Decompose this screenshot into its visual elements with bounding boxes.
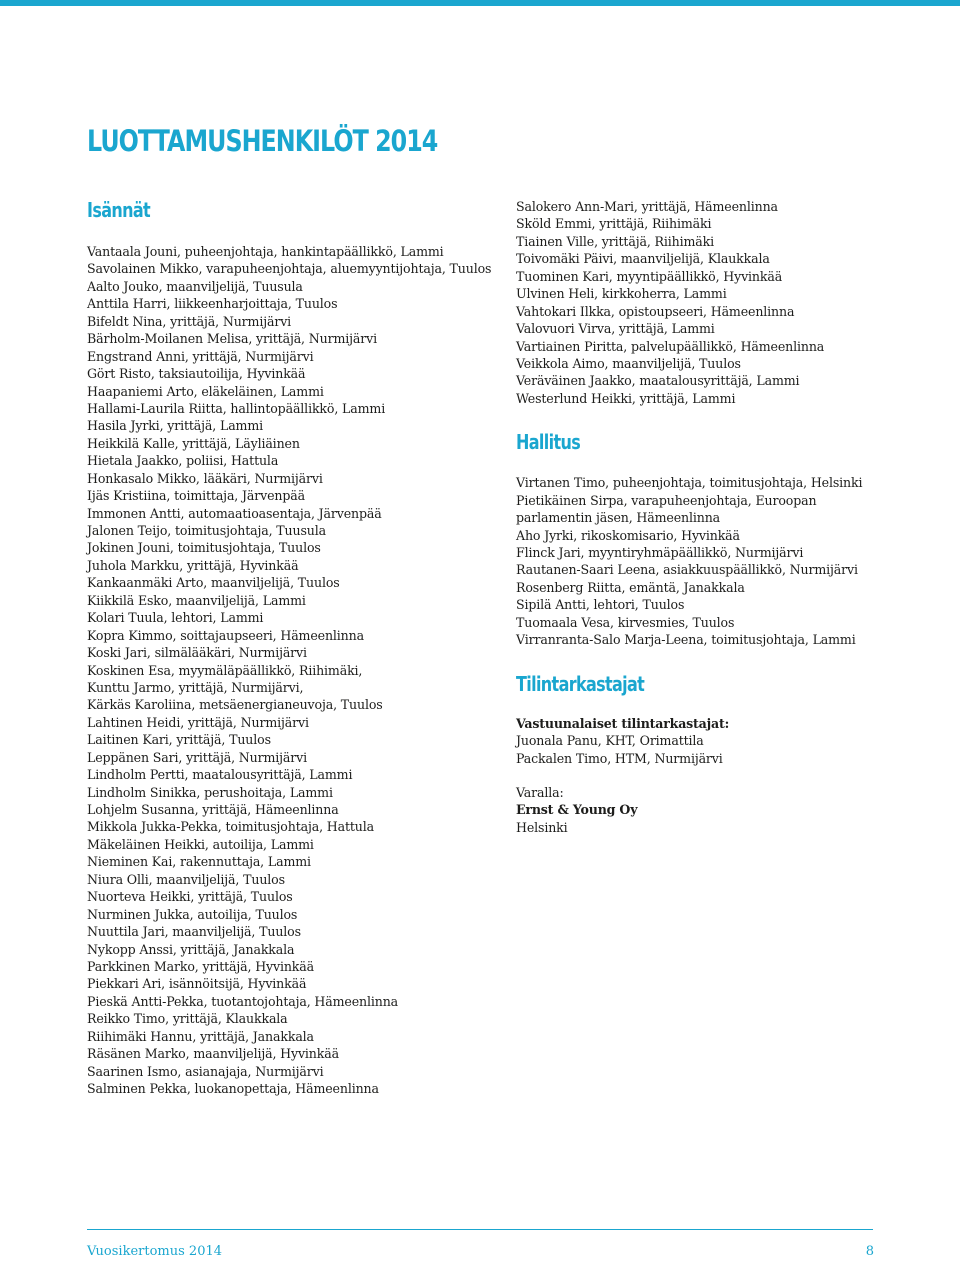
deputy-auditor-city: Helsinki — [516, 819, 568, 835]
tilintarkastajat-heading: Tilintarkastajat — [516, 671, 645, 696]
list-item: Lindholm Pertti, maatalousyrittäjä, Lammi — [87, 767, 353, 783]
deputy-auditor-name: Ernst & Young Oy — [516, 802, 638, 818]
isannat-list — [87, 243, 492, 1097]
list-item: Parkkinen Marko, yrittäjä, Hyvinkää — [87, 958, 315, 974]
list-item: Nykopp Anssi, yrittäjä, Janakkala — [87, 941, 295, 957]
list-item: Aho Jyrki, rikoskomisario, Hyvinkää — [516, 527, 740, 543]
footer-divider — [87, 1229, 873, 1230]
list-item: Valovuori Virva, yrittäjä, Lammi — [516, 321, 715, 337]
list-item: Vantaala Jouni, puheenjohtaja, hankintapäällikkö, Lammi — [87, 244, 444, 259]
list-item: Jokinen Jouni, toimitusjohtaja, Tuulos — [87, 540, 321, 556]
list-item: Westerlund Heikki, yrittäjä, Lammi — [516, 390, 736, 406]
list-item: Jalonen Teijo, toimitusjohtaja, Tuusula — [87, 523, 326, 538]
list-item: Lahtinen Heidi, yrittäjä, Nurmijärvi — [87, 714, 309, 730]
list-item: Flinck Jari, myyntiryhmäpäällikkö, Nurmijärvi — [516, 545, 804, 560]
list-item: Bärholm-Moilanen Melisa, yrittäjä, Nurmijärvi — [87, 331, 377, 347]
list-item: Ijäs Kristiina, toimittaja, Järvenpää — [87, 488, 305, 504]
list-item: Savolainen Mikko, varapuheenjohtaja, aluemyyntijohtaja, Tuulos — [87, 261, 492, 277]
list-item: Leppänen Sari, yrittäjä, Nurmijärvi — [87, 749, 307, 765]
hallitus-list — [516, 474, 916, 648]
list-item: Hietala Jaakko, poliisi, Hattula — [87, 453, 279, 469]
left-column — [87, 198, 492, 1097]
list-item: Saarinen Ismo, asianajaja, Nurmijärvi — [87, 1063, 324, 1079]
isannat-list-continued — [516, 198, 916, 407]
list-item: Virranranta-Salo Marja-Leena, toimitusjohtaja, Lammi — [516, 632, 856, 648]
list-item: Packalen Timo, HTM, Nurmijärvi — [516, 750, 723, 766]
right-column — [516, 198, 916, 836]
top-accent-bar — [0, 0, 960, 6]
list-item: Sköld Emmi, yrittäjä, Riihimäki — [516, 216, 712, 232]
list-item: Piekkari Ari, isännöitsijä, Hyvinkää — [87, 976, 307, 992]
list-item: Nuorteva Heikki, yrittäjä, Tuulos — [87, 889, 293, 905]
list-item: Kankaanmäki Arto, maanviljelijä, Tuulos — [87, 575, 340, 591]
responsible-auditors-label: Vastuunalaiset tilintarkastajat: — [516, 715, 730, 731]
list-item: Aalto Jouko, maanviljelijä, Tuusula — [87, 278, 303, 294]
page-number: 8 — [865, 1244, 874, 1259]
list-item: Nuuttila Jari, maanviljelijä, Tuulos — [87, 924, 301, 940]
deputy-label: Varalla: — [516, 784, 564, 800]
list-item: Salminen Pekka, luokanopettaja, Hämeenlinna — [87, 1081, 379, 1096]
list-item: Mikkola Jukka-Pekka, toimitusjohtaja, Hattula — [87, 819, 375, 835]
list-item: Ulvinen Heli, kirkkoherra, Lammi — [516, 286, 727, 302]
list-item: Kolari Tuula, lehtori, Lammi — [87, 610, 264, 626]
list-item: Niura Olli, maanviljelijä, Tuulos — [87, 871, 285, 887]
list-item: Tuominen Kari, myyntipäällikkö, Hyvinkää — [516, 268, 783, 284]
list-item: Veikkola Aimo, maanviljelijä, Tuulos — [516, 355, 741, 371]
list-item: Haapaniemi Arto, eläkeläinen, Lammi — [87, 383, 324, 399]
list-item: Kunttu Jarmo, yrittäjä, Nurmijärvi, — [87, 679, 304, 695]
list-item: Räsänen Marko, maanviljelijä, Hyvinkää — [87, 1046, 339, 1062]
list-item: Heikkilä Kalle, yrittäjä, Läyliäinen — [87, 435, 300, 451]
list-item: Nurminen Jukka, autoilija, Tuulos — [87, 906, 298, 922]
list-item: Honkasalo Mikko, lääkäri, Nurmijärvi — [87, 470, 323, 486]
list-item: Virtanen Timo, puheenjohtaja, toimitusjohtaja, Helsinki — [516, 475, 863, 491]
hallitus-heading: Hallitus — [516, 430, 581, 455]
list-item: Juonala Panu, KHT, Orimattila — [516, 733, 704, 749]
list-item: Immonen Antti, automaatioasentaja, Järvenpää — [87, 505, 382, 521]
auditors-block — [516, 715, 916, 837]
footer-publication: Vuosikertomus 2014 — [87, 1244, 223, 1259]
list-item: Anttila Harri, liikkeenharjoittaja, Tuulos — [87, 296, 338, 312]
list-item: Hasila Jyrki, yrittäjä, Lammi — [87, 418, 264, 434]
list-item: parlamentin jäsen, Hämeenlinna — [516, 510, 721, 526]
list-item: Mäkeläinen Heikki, autoilija, Lammi — [87, 836, 314, 852]
isannat-heading: Isännät — [87, 198, 151, 222]
list-item: Toivomäki Päivi, maanviljelijä, Klaukkala — [516, 251, 770, 267]
list-item: Pieskä Antti-Pekka, tuotantojohtaja, Hämeenlinna — [87, 993, 399, 1009]
list-item: Koski Jari, silmälääkäri, Nurmijärvi — [87, 645, 307, 661]
list-item: Laitinen Kari, yrittäjä, Tuulos — [87, 732, 271, 748]
list-item: Rautanen-Saari Leena, asiakkuuspäällikkö, Nurmijärvi — [516, 562, 858, 578]
list-item: Vartiainen Piritta, palvelupäällikkö, Hämeenlinna — [516, 338, 825, 354]
auditor-list — [516, 732, 916, 767]
list-item: Koskinen Esa, myymäläpäällikkö, Riihimäki, — [87, 662, 363, 678]
list-item: Veräväinen Jaakko, maatalousyrittäjä, Lammi — [516, 373, 800, 389]
list-item: Juhola Markku, yrittäjä, Hyvinkää — [87, 557, 299, 573]
list-item: Hallami-Laurila Riitta, hallintopäällikkö, Lammi — [87, 400, 386, 416]
list-item: Salokero Ann-Mari, yrittäjä, Hämeenlinna — [516, 199, 778, 214]
list-item: Engstrand Anni, yrittäjä, Nurmijärvi — [87, 348, 314, 364]
list-item: Pietikäinen Sirpa, varapuheenjohtaja, Euroopan — [516, 492, 817, 508]
list-item: Kopra Kimmo, soittajaupseeri, Hämeenlinna — [87, 627, 364, 643]
list-item: Vahtokari Ilkka, opistoupseeri, Hämeenlinna — [516, 303, 795, 319]
page-title: LUOTTAMUSHENKILÖT 2014 — [87, 124, 438, 158]
list-item: Tuomaala Vesa, kirvesmies, Tuulos — [516, 614, 735, 630]
list-item: Kärkäs Karoliina, metsäenergianeuvoja, Tuulos — [87, 697, 383, 713]
list-item: Sipilä Antti, lehtori, Tuulos — [516, 597, 685, 613]
list-item: Rosenberg Riitta, emäntä, Janakkala — [516, 579, 745, 595]
list-item: Lohjelm Susanna, yrittäjä, Hämeenlinna — [87, 802, 339, 817]
list-item: Gört Risto, taksiautoilija, Hyvinkää — [87, 366, 306, 382]
list-item: Nieminen Kai, rakennuttaja, Lammi — [87, 854, 311, 870]
list-item: Kiikkilä Esko, maanviljelijä, Lammi — [87, 592, 306, 608]
list-item: Riihimäki Hannu, yrittäjä, Janakkala — [87, 1028, 314, 1044]
list-item: Lindholm Sinikka, perushoitaja, Lammi — [87, 784, 333, 800]
list-item: Bifeldt Nina, yrittäjä, Nurmijärvi — [87, 313, 292, 329]
list-item: Tiainen Ville, yrittäjä, Riihimäki — [516, 233, 714, 249]
list-item: Reikko Timo, yrittäjä, Klaukkala — [87, 1011, 288, 1027]
